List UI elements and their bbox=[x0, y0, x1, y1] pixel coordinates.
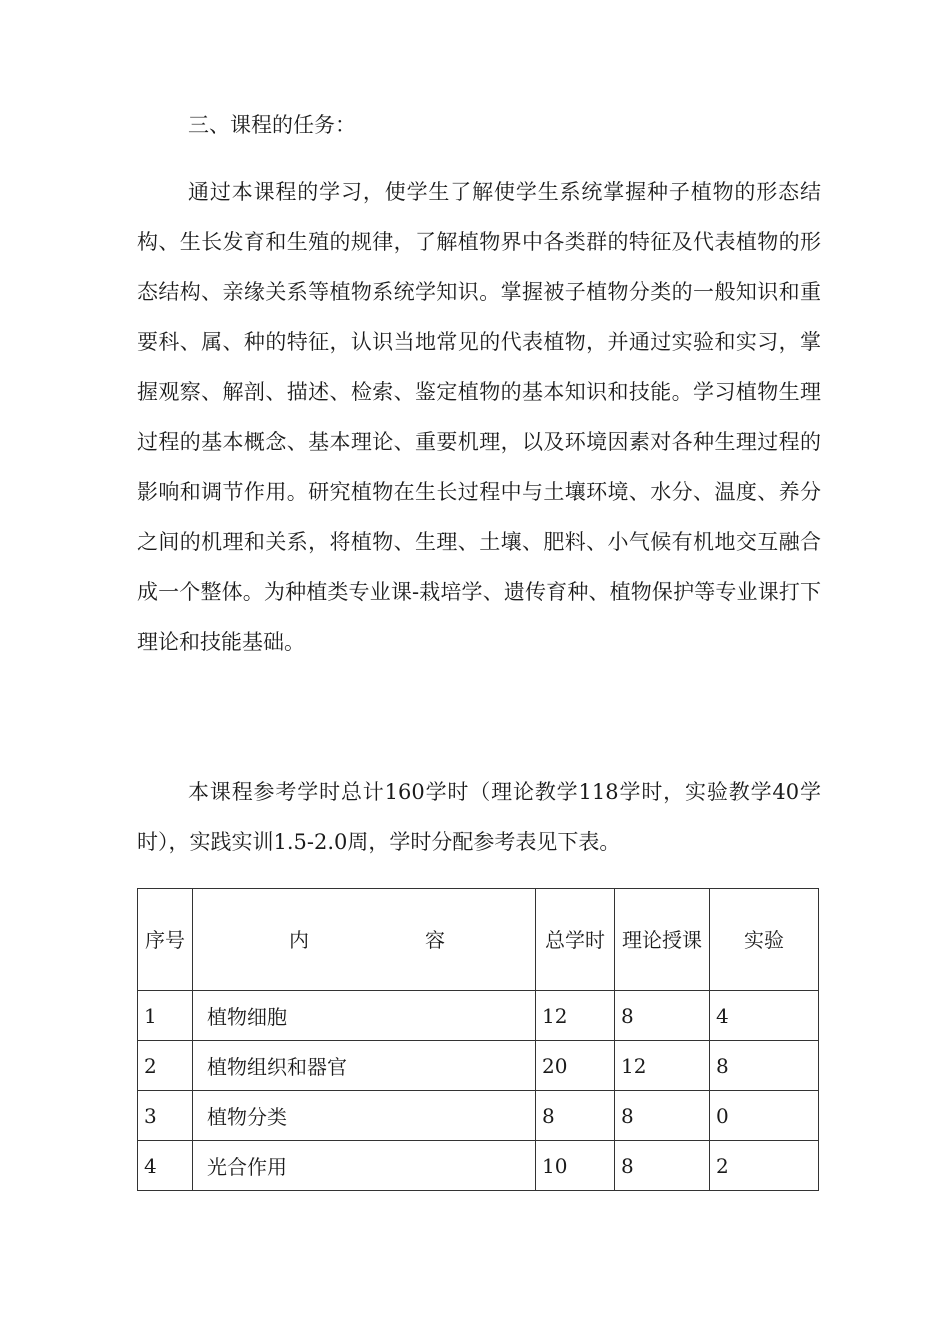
cell-theory: 8 bbox=[615, 1141, 710, 1191]
header-content-part-1: 内 bbox=[289, 927, 309, 952]
header-total: 总学时 bbox=[536, 889, 615, 991]
cell-total: 10 bbox=[536, 1141, 615, 1191]
cell-no: 1 bbox=[138, 991, 193, 1041]
cell-experiment: 0 bbox=[710, 1091, 819, 1141]
cell-content: 植物细胞 bbox=[193, 991, 536, 1041]
header-no: 序号 bbox=[138, 889, 193, 991]
header-content-part-2: 容 bbox=[425, 927, 445, 952]
cell-theory: 12 bbox=[615, 1041, 710, 1091]
cell-no: 3 bbox=[138, 1091, 193, 1141]
cell-theory: 8 bbox=[615, 991, 710, 1041]
cell-experiment: 8 bbox=[710, 1041, 819, 1091]
cell-total: 8 bbox=[536, 1091, 615, 1141]
hours-paragraph: 本课程参考学时总计160学时（理论教学118学时，实验教学40学时），实践实训1.5-2.0周，学时分配参考表见下表。 bbox=[137, 780, 821, 854]
header-content bbox=[193, 889, 536, 991]
cell-content: 光合作用 bbox=[193, 1141, 536, 1191]
cell-experiment: 2 bbox=[710, 1141, 819, 1191]
cell-content: 植物组织和器官 bbox=[193, 1041, 536, 1091]
cell-total: 12 bbox=[536, 991, 615, 1041]
table-header-row bbox=[138, 889, 819, 991]
table-row bbox=[138, 1091, 819, 1141]
cell-total: 20 bbox=[536, 1041, 615, 1091]
section-heading: 三、课程的任务： bbox=[188, 113, 356, 137]
cell-content: 植物分类 bbox=[193, 1091, 536, 1141]
header-theory: 理论授课 bbox=[615, 889, 710, 991]
hours-table bbox=[137, 888, 819, 1191]
table-row bbox=[138, 1141, 819, 1191]
cell-no: 2 bbox=[138, 1041, 193, 1091]
cell-theory: 8 bbox=[615, 1091, 710, 1141]
table-row bbox=[138, 1041, 819, 1091]
table-row bbox=[138, 991, 819, 1041]
cell-experiment: 4 bbox=[710, 991, 819, 1041]
task-paragraph: 通过本课程的学习，使学生了解使学生系统掌握种子植物的形态结构、生长发育和生殖的规律，了解植物界中各类群的特征及代表植物的形态结构、亲缘关系等植物系统学知识。掌握被子植物分类的一般知识和重要科、属、种的特征，认识当地常见的代表植物，并通过实验和实习，掌握观察、解剖、描述、检索、鉴定植物的基本知识和技能。学习植物生理过程的基本概念、基本理论、重要机理，以及环境因素对各种生理过程的影响和调节作用。研究植物在生长过程中与土壤环境、水分、温度、养分之间的机理和关系，将植物、生理、土壤、肥料、小气候有机地交互融合成一个整体。为种植类专业课-栽培学、遗传育种、植物保护等专业课打下理论和技能基础。 bbox=[137, 180, 821, 654]
header-experiment: 实验 bbox=[710, 889, 819, 991]
cell-no: 4 bbox=[138, 1141, 193, 1191]
